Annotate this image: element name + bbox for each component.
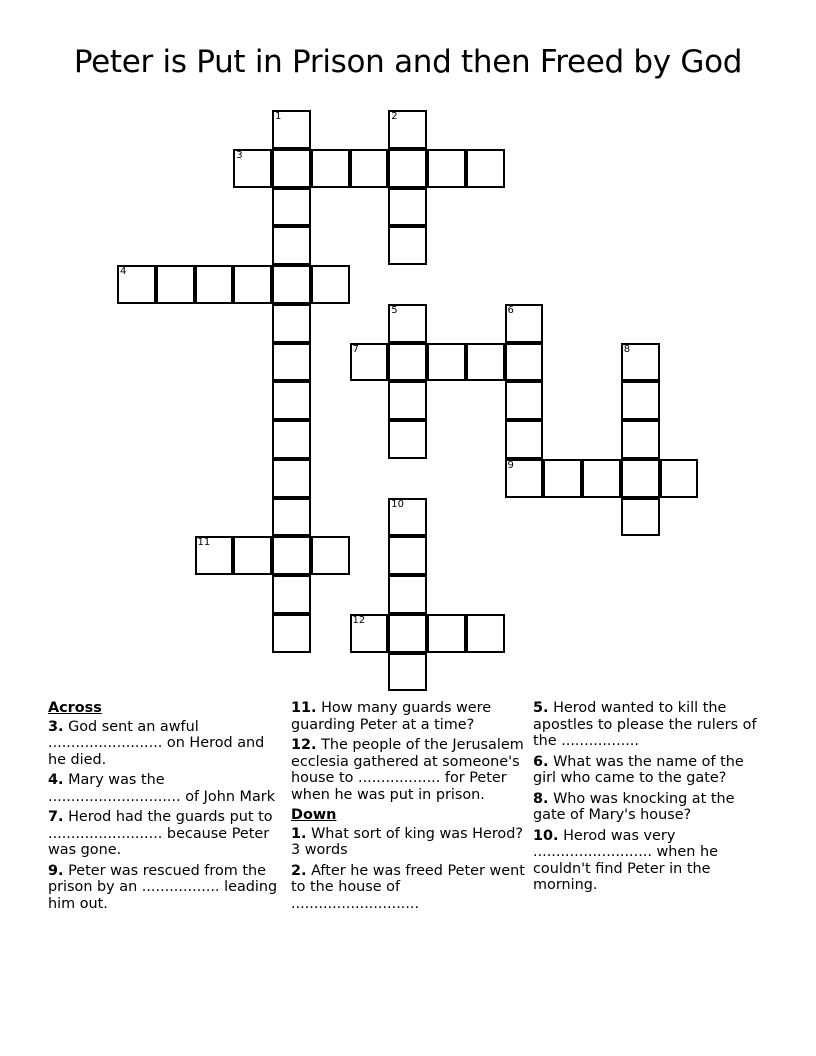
grid-cell[interactable]	[272, 536, 311, 575]
grid-cell[interactable]	[466, 614, 505, 653]
clue-number: 12.	[291, 737, 317, 753]
puzzle-title: Peter is Put in Prison and then Freed by God	[73, 44, 743, 80]
clue-text: What was the name of the girl who came to the gate?	[533, 753, 744, 786]
clue-text: The people of the Jerusalem ecclesia gathered at someone's house to .................. for Peter when he was put in prison.	[291, 737, 524, 803]
grid-cell[interactable]	[427, 614, 466, 653]
grid-cell[interactable]	[388, 381, 427, 420]
grid-cell[interactable]	[621, 420, 660, 459]
clue-text: How many guards were guarding Peter at a time?	[291, 700, 492, 733]
grid-cell[interactable]	[621, 498, 660, 537]
clue-text: God sent an awful ......................... on Herod and he died.	[48, 718, 265, 768]
grid-cell[interactable]	[388, 498, 427, 537]
grid-cell[interactable]	[311, 149, 350, 188]
clue-number-label: 2	[391, 111, 398, 122]
clue-text: Peter was rescued from the prison by an ................. leading him out.	[48, 862, 278, 912]
clue-down-8	[533, 791, 771, 824]
grid-cell[interactable]	[350, 343, 389, 382]
clue-number-label: 12	[352, 614, 366, 626]
clue-number: 4.	[48, 772, 64, 788]
grid-cell[interactable]	[505, 343, 544, 382]
clue-number: 3.	[48, 718, 64, 735]
clue-down-2	[291, 863, 529, 913]
clue-number: 1.	[291, 825, 307, 842]
grid-cell[interactable]	[195, 536, 234, 575]
clue-number: 8.	[533, 790, 549, 807]
clue-number-label: 4	[120, 266, 127, 277]
grid-cell[interactable]	[582, 459, 621, 498]
clue-number: 9.	[48, 862, 64, 879]
grid-cell[interactable]	[233, 149, 272, 188]
down-heading: Down	[291, 807, 337, 823]
grid-cell[interactable]	[505, 420, 544, 459]
clue-number: 6.	[533, 753, 549, 770]
clue-text: Who was knocking at the gate of Mary's house?	[533, 790, 735, 823]
grid-cell[interactable]	[388, 575, 427, 614]
clue-number-label: 11	[197, 537, 211, 549]
clue-across-9	[48, 863, 286, 913]
grid-cell[interactable]	[388, 343, 427, 382]
grid-cell[interactable]	[156, 265, 195, 304]
grid-cell[interactable]	[272, 381, 311, 420]
grid-cell[interactable]	[272, 459, 311, 498]
clues-column-1	[48, 700, 286, 916]
clue-number-label: 10	[391, 498, 404, 510]
grid-cell[interactable]	[195, 265, 234, 304]
clue-down-5	[533, 700, 771, 750]
clue-number: 7.	[48, 809, 64, 825]
grid-cell[interactable]	[272, 265, 311, 304]
clue-across-7	[48, 809, 286, 859]
clue-number-label: 7	[352, 343, 359, 355]
grid-cell[interactable]	[388, 188, 427, 227]
grid-cell[interactable]	[117, 265, 156, 304]
grid-cell[interactable]	[427, 149, 466, 188]
grid-cell[interactable]	[272, 226, 311, 265]
grid-cell[interactable]	[505, 381, 544, 420]
clue-number: 2.	[291, 862, 307, 879]
clue-number-label: 8	[623, 343, 631, 355]
grid-cell[interactable]	[466, 149, 505, 188]
grid-cell[interactable]	[272, 343, 311, 382]
grid-cell[interactable]	[350, 614, 389, 653]
grid-cell[interactable]	[388, 304, 427, 343]
clue-across-11	[291, 700, 529, 733]
grid-cell[interactable]	[272, 498, 311, 537]
grid-cell[interactable]	[621, 459, 660, 498]
grid-cell[interactable]	[350, 149, 389, 188]
clue-number-label: 1	[275, 111, 282, 122]
grid-cell[interactable]	[543, 459, 582, 498]
grid-cell[interactable]	[233, 265, 272, 304]
grid-cell[interactable]	[660, 459, 699, 498]
clue-text: Herod had the guards put to ......................... because Peter was gone.	[48, 809, 273, 858]
grid-cell[interactable]	[621, 381, 660, 420]
across-heading: Across	[48, 700, 102, 716]
grid-cell[interactable]	[272, 575, 311, 614]
clue-number-label: 6	[507, 304, 514, 316]
clue-across-12	[291, 737, 529, 803]
grid-cell[interactable]	[388, 420, 427, 459]
clue-number-label: 3	[236, 149, 243, 161]
clue-text: What sort of king was Herod? 3 words	[291, 825, 524, 858]
clue-down-10	[533, 828, 771, 894]
grid-cell[interactable]	[505, 304, 544, 343]
grid-cell[interactable]	[388, 536, 427, 575]
grid-cell[interactable]	[505, 459, 544, 498]
clue-across-4	[48, 772, 286, 805]
grid-cell[interactable]	[388, 653, 427, 692]
clue-number-label: 5	[391, 304, 398, 316]
grid-cell[interactable]	[466, 343, 505, 382]
grid-cell[interactable]	[311, 536, 350, 575]
clue-down-6	[533, 754, 771, 787]
clues-column-3	[533, 700, 771, 898]
clue-text: After he was freed Peter went to the house of ............................	[291, 862, 525, 912]
grid-cell[interactable]	[272, 188, 311, 227]
clues-column-2	[291, 700, 529, 916]
grid-cell[interactable]	[233, 536, 272, 575]
clue-number: 11.	[291, 700, 317, 716]
grid-cell[interactable]	[311, 265, 350, 304]
clue-number: 10.	[533, 827, 559, 844]
clue-across-3	[48, 719, 286, 769]
grid-cell[interactable]	[388, 226, 427, 265]
grid-cell[interactable]	[621, 343, 660, 382]
grid-cell[interactable]	[388, 149, 427, 188]
clue-down-1	[291, 826, 529, 859]
clue-number: 5.	[533, 700, 549, 716]
clue-number-label: 9	[507, 459, 514, 471]
clue-text: Herod wanted to kill the apostles to please the rulers of the .................	[533, 700, 757, 749]
grid-cell[interactable]	[272, 304, 311, 343]
grid-cell[interactable]	[272, 614, 311, 653]
grid-cell[interactable]	[272, 149, 311, 188]
clue-text: Mary was the ............................. of John Mark	[48, 772, 276, 805]
grid-cell[interactable]	[427, 343, 466, 382]
grid-cell[interactable]	[272, 420, 311, 459]
grid-cell[interactable]	[388, 110, 427, 149]
clue-text: Herod was very .......................... when he couldn't find Peter in the morning.	[533, 827, 718, 893]
grid-cell[interactable]	[272, 110, 311, 149]
grid-cell[interactable]	[388, 614, 427, 653]
